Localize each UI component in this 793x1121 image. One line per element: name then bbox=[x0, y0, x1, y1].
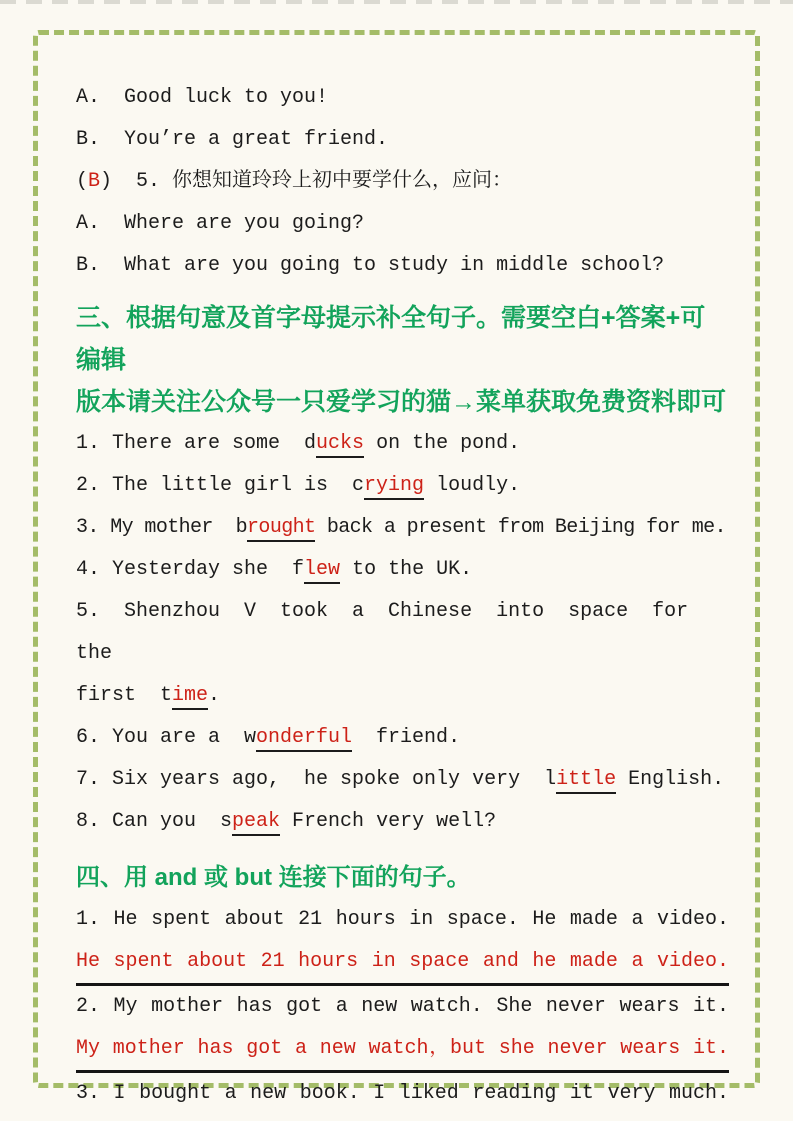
fill-item-3 bbox=[76, 507, 729, 549]
fill-item-4-post: to the UK. bbox=[340, 558, 473, 581]
fill-item-5-answer: ime bbox=[172, 684, 208, 710]
fill-item-5-line1: 5. Shenzhou V took a Chinese into space for the bbox=[76, 600, 713, 665]
join-item-3-question: 3. I bought a new book. I liked reading it very much. bbox=[76, 1082, 729, 1105]
fill-item-8-pre: 8. Can you s bbox=[76, 810, 233, 833]
fill-item-6-pre: 6. You are a w bbox=[76, 726, 257, 749]
fill-item-7-answer: ittle bbox=[556, 768, 616, 794]
fill-item-2-pre: 2. The little girl is c bbox=[76, 474, 365, 497]
fill-item-6 bbox=[76, 717, 729, 759]
previous-card-border-remnant bbox=[0, 0, 793, 4]
section3-heading bbox=[76, 297, 729, 423]
question-5-text: 5. 你想知道玲玲上初中要学什么，应问： bbox=[112, 170, 513, 193]
section4-heading: 四、用 and 或 but 连接下面的句子。 bbox=[76, 864, 471, 891]
fill-item-7-pre: 7. Six years ago, he spoke only very l bbox=[76, 768, 557, 791]
dashed-border-card bbox=[33, 30, 760, 1105]
fill-item-1-pre: 1. There are some d bbox=[76, 432, 317, 455]
fill-item-2-post: loudly. bbox=[424, 474, 521, 497]
fill-item-7 bbox=[76, 759, 729, 801]
section3-heading-line2: 版本请关注公众号一只爱学习的猫→菜单获取免费资料即可 bbox=[76, 388, 727, 416]
fill-item-2-answer: rying bbox=[364, 474, 424, 500]
fill-item-6-post: friend. bbox=[352, 726, 461, 749]
fill-item-5 bbox=[76, 591, 729, 717]
join-item-1-answer: He spent about 21 hours in space and he made a video. bbox=[76, 941, 729, 986]
fill-item-8-answer: peak bbox=[232, 810, 280, 836]
fill-item-8 bbox=[76, 801, 729, 843]
choice-option-a5: A. Where are you going? bbox=[76, 212, 365, 235]
fill-item-3-answer: rought bbox=[247, 516, 315, 542]
fill-item-4 bbox=[76, 549, 729, 591]
fill-item-2 bbox=[76, 465, 729, 507]
fill-item-4-answer: lew bbox=[304, 558, 340, 584]
fill-item-3-pre: 3. My mother b bbox=[76, 516, 248, 539]
fill-item-3-post: back a present from Beijing for me. bbox=[315, 516, 726, 539]
join-item-1-question: 1. He spent about 21 hours in space. He made a video. bbox=[76, 908, 729, 931]
choice-option-b4: B. You’re a great friend. bbox=[76, 128, 389, 151]
choice-option-a4: A. Good luck to you! bbox=[76, 86, 329, 109]
join-item-2-answer: My mother has got a new watch，but she never wears it. bbox=[76, 1028, 729, 1073]
join-item-2-question: 2. My mother has got a new watch. She never wears it. bbox=[76, 995, 729, 1018]
question-5-line bbox=[76, 161, 729, 203]
section3-heading-line1: 三、根据句意及首字母提示补全句子。需要空白+答案+可编辑 bbox=[76, 304, 706, 374]
answer-paren-open: ( bbox=[76, 170, 89, 193]
answer-letter-b: B bbox=[88, 170, 101, 193]
fill-item-6-answer: onderful bbox=[256, 726, 352, 752]
fill-item-1-answer: ucks bbox=[316, 432, 364, 458]
choice-option-b5: B. What are you going to study in middle school? bbox=[76, 254, 665, 277]
fill-item-1-post: on the pond. bbox=[364, 432, 521, 455]
fill-item-8-post: French very well? bbox=[280, 810, 497, 833]
fill-item-4-pre: 4. Yesterday she f bbox=[76, 558, 305, 581]
fill-item-5-post: . bbox=[208, 684, 221, 707]
answer-paren-close: ) bbox=[100, 170, 113, 193]
fill-item-5-line2: first t bbox=[76, 684, 173, 707]
fill-item-7-post: English. bbox=[616, 768, 725, 791]
fill-item-1 bbox=[76, 423, 729, 465]
